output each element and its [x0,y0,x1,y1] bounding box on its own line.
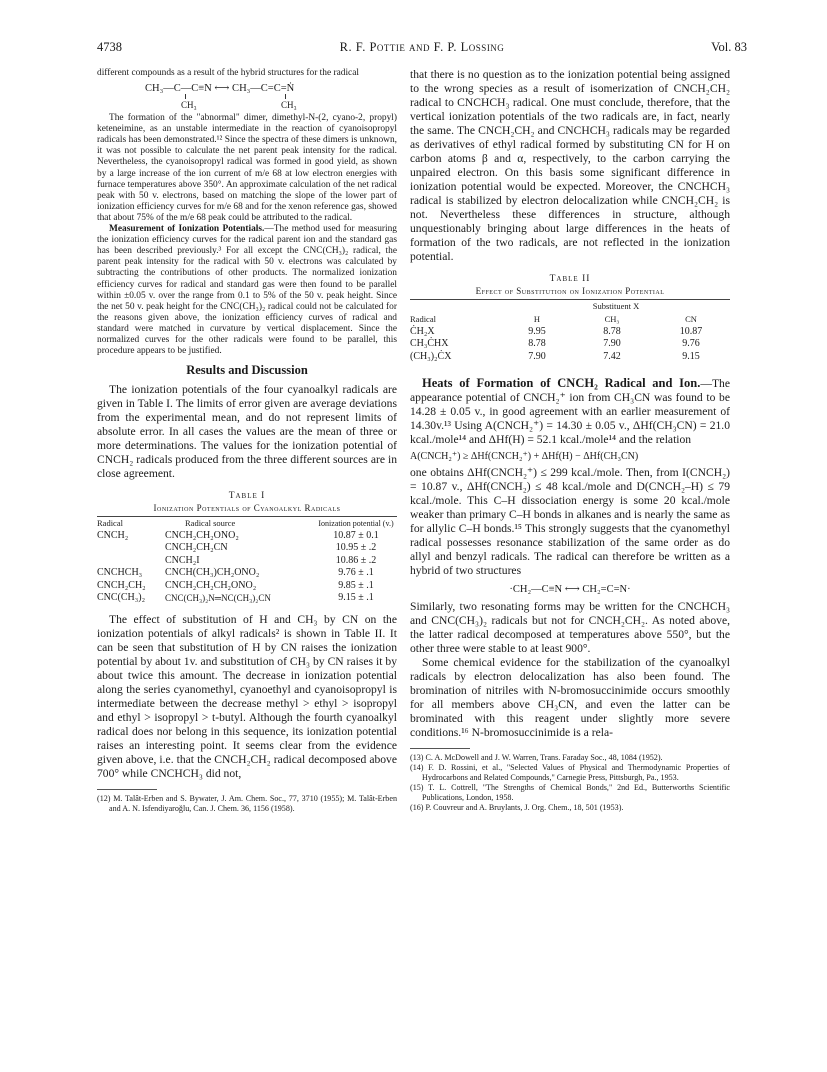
measurement-paragraph [97,224,397,357]
table-1 [97,491,397,605]
table-cell: ĊH₂X [410,325,435,337]
table-cell [97,555,165,568]
formula-substituent-2: CH₃ [281,100,297,111]
measurement-text: —The method used for measuring the ionization efficiency curves for the radical parent ion and the standard gas has been described previously.³ For all except the CNC(CH₃)₂ radical, the parent peak intensity for the radical with 50 v. electrons was calculated by subtracting the contributions of other products. The normalized ionization efficiency curves for radical and standard gas were then found to be parallel within ±0.05 v. over the range from 0.1 to 5% of the 50 v. peak height. Since the net 50 v. peak height for the CNC(CH₃)₂ radical could not be calculated for the reasons given above, the ionization efficiency curves of radical and standard were matched in curvature by vertical displacement. Since the normalized curves for the other radicals were found to be parallel, this procedure appears to be justified. [97,224,397,357]
table-2-header: Radical [410,313,436,324]
formula-line: CH₃—C—C≡N ⟷ CH₃—C=C=Ṅ [145,83,295,95]
footnote-13: (13) C. A. McDowell and J. W. Warren, Trans. Faraday Soc., 48, 1084 (1952). [410,752,663,762]
heats-text: —The appearance potential of CNCH₂⁺ ion from CH₃CN was found to be 14.28 ± 0.05 v., in good agreement with an earlier measurement of 14.30v.¹³ Using A(CNCH₂⁺) = 14.30 ± 0.05 v., ΔHf(CH₃CN) = 21.0 kcal./mole¹⁴ and ΔHf(H) = 52.1 kcal./mole¹⁴ and the relation [410,376,730,446]
footnote-12: (12) M. Talât-Erben and S. Bywater, J. Am. Chem. Soc., 77, 3710 (1955); M. Talât-Erben and A. N. Isfendiyaroğlu, Can. J. Chem. 36, 1156 (1958). [97,793,397,813]
table-cell [97,542,165,555]
table-cell: 9.15 ± .1 [338,592,374,604]
table-cell: 9.95 [528,325,546,337]
table-cell: CNCH₂CH₂CN [165,542,228,554]
table-cell: 7.42 [603,351,621,363]
dissociation-energy-paragraph: one obtains ΔHf(CNCH₂⁺) ≤ 299 kcal./mole. Then, from I(CNCH₂) = 10.87 v., ΔHf(CNCH₂) ≤ 48 kcal./mole and D(CNCH₂–H) ≤ 79 kcal./mole. This C–H dissociation energy is some 20 kcal./mole weaker than primary C–H bonds in alkanes and is nearly the same as for allylic C–H bonds.¹⁵ This strongly suggests that the cyanomethyl radical possesses resonance stabilization of the same order as do allyl and benzyl radicals. The radical can therefore be written as a hybrid of two structures [410,465,730,577]
table-cell: 9.76 [682,338,700,350]
table-cell: CNCHCH₃ [97,567,143,579]
heats-heading: Heats of Formation of CNCH₂ Radical and Ion. [422,375,701,390]
table-cell: CNC(CH₃)₂ [97,592,146,604]
appearance-potential-equation: A(CNCH₂⁺) ≥ ΔHf(CNCH₂⁺) + ΔHf(H) − ΔHf(CH₃CN) [410,450,639,462]
table-row [410,326,730,339]
footnote-14: (14) F. D. Rossini, et al., "Selected Values of Physical and Thermodynamic Properties of Hydrocarbons and Related Compounds," Carnegie Press, Pittsburgh, Pa., 1953. [410,762,730,782]
table-row [97,592,397,605]
left-column [97,68,397,814]
table-1-header: Radical [97,518,123,529]
table-2-grid [410,300,730,364]
table-1-label: Table I [228,491,266,502]
table-cell: 10.87 [679,325,703,337]
results-paragraph: The ionization potentials of the four cyanoalkyl radicals are given in Table I. The limits of error given are average deviations from the experimental mean, and do not represent limits of absolute error. In all cases the values are the mean of three or more determinations. The values for the ionization potential of CNCH₂ radicals produced from the three different sources are in close agreement. [97,383,397,481]
resonance-formula [145,83,397,111]
table-cell: CNCH₂CH₂ [97,579,146,591]
table-row [97,542,397,555]
table-row [410,338,730,351]
formula-substituent-1: CH₃ [181,100,197,111]
running-title: R. F. Pottie and F. P. Lossing [339,40,505,54]
table-2-header-row [410,313,730,326]
table-2-label: Table II [549,274,591,284]
table-row [97,530,397,543]
chemical-evidence-paragraph: Some chemical evidence for the stabilization of the cyanoalkyl radicals by electron delocalization has also been found. The bromination of nitriles with N-bromosuccinimide occurs smoothly for all members above CH₃CN, and even the latter can be brominated with this reagent under slightly more severe conditions.¹⁶ N-bromosuccinimide is a rela- [410,655,730,739]
table-1-header: Ionization potential (v.) [318,518,394,528]
right-column [410,68,730,813]
resonating-forms-paragraph: Similarly, two resonating forms may be written for the CNCHCH₃ and CNC(CH₃)₂ radicals but not for CNCH₂CH₂. As noted above, the latter radical decomposed at temperatures above 550°, but the other three were stable to at least 900°. [410,599,730,655]
table-cell: 9.76 ± .1 [338,567,374,579]
table-1-title: Ionization Potentials of Cyanoalkyl Radicals [153,503,341,514]
footnote-rule [410,748,470,749]
table-cell: CNC(CH₃)₂N═NC(CH₃)₂CN [165,593,271,604]
table-2-header: CN [685,313,697,324]
heats-of-formation-paragraph [410,376,730,447]
table-2-superheader: Substituent X [592,301,640,311]
page-header [97,40,747,56]
table-2-header: H [533,313,541,324]
table-row [97,567,397,580]
table-cell: 10.87 ± 0.1 [333,529,379,541]
table-cell: 9.15 [682,351,700,363]
table-cell: CNCH₂CH₂ONO₂ [165,529,239,541]
results-heading: Results and Discussion [186,363,308,378]
abnormal-dimer-paragraph: The formation of the "abnormal" dimer, dimethyl-N-(2, cyano-2, propyl) keteneimine, as an unstable intermediate in the reaction of cyanoisopropyl radicals has been demonstrated.¹² Since the spectra of these dimers is unknown, it was not possible to calculate the net parent peak intensity for the radical. Nevertheless, the cyanoisopropyl radical was formed in good yield, as shown by a large increase of the ion current of m/e 68 at low electron energies with furnace temperatures above 350°. An approximate calculation of the net radical peak with 50 v. electrons, based on matching the slope of the lower part of ionization efficiency curves for m/e 68 and for the xenon reference gas, showed that about 75% of the m/e 68 peak could be attributed to the radical. [97,113,397,223]
volume-label: Vol. 83 [711,40,747,54]
table-2-header: CH₃ [604,313,620,324]
table-cell: CNCH(CH₃)CH₂ONO₂ [165,567,260,579]
footnote-16: (16) P. Couvreur and A. Bruylants, J. Org. Chem., 18, 501 (1953). [410,802,624,812]
table-cell: (CH₃)₂ĊX [410,351,452,363]
table-1-header-row [97,517,397,530]
measurement-heading: Measurement of Ionization Potentials. [109,224,265,235]
table-cell: CH₃ĊHX [410,338,449,350]
table-cell: CNCH₂CH₂CH₂ONO₂ [165,579,257,591]
isomerization-paragraph: that there is no question as to the ionization potential being assigned to the wrong species as a result of isomerization of CNCH₂CH₂ radical to CNCHCH₃ radical. One must conclude, therefore, that the vertical ionization potentials of the two radicals are, in fact, nearly the same. The CNCH₂CH₂ and CNCHCH₃ radicals may be regarded as derivatives of ethyl radical formed by substituting CN for H on carbon atoms β and α, respectively, to the carbon carrying the unpaired electron. On this basis some significant difference in ionization potential would be expected. Moreover, the CNCHCH₃ radical is stabilized by electron delocalization while CNCH₂CH₂ is not. Nevertheless these differences in structure, although unquestionably bringing about large differences in the heats of formation of the two radicals, are not reflected in the ionization potential. [410,68,730,263]
intro-text: different compounds as a result of the hybrid structures for the radical [97,68,359,78]
table-2-superheader-row [410,300,730,313]
table-2-title: Effect of Substitution on Ionization Potential [475,286,665,296]
table-cell: CNCH₂ [97,529,129,541]
table-2 [410,274,730,364]
page-number: 4738 [97,40,122,54]
footnote-15: (15) T. L. Cottrell, "The Strengths of Chemical Bonds," 2nd Ed., Butterworths Scientific Publications, London, 1958. [410,782,730,802]
table-cell: CNCH₂I [165,554,200,566]
table-row [97,580,397,593]
table-1-grid [97,517,397,605]
table-row [97,555,397,568]
table-cell: 8.78 [603,325,621,337]
table-cell: 7.90 [528,351,546,363]
table-1-header: Radical source [185,518,236,529]
hybrid-structure-formula: ·CH₂—C≡N ⟷ CH₂=C=N· [509,583,631,595]
substitution-effect-paragraph: The effect of substitution of H and CH₃ by CN on the ionization potentials of alkyl radicals² is shown in Table II. It can be seen that substitution of H by CN raises the ionization potential by about 1v. and substitution of CH₃ by CN raises it by about twice this amount. The decrease in ionization potential along the series cyanomethyl, cyanoethyl and cyanoisopropyl is intermediate between the decrease methyl > ethyl > isopropyl and ethyl > isopropyl > t-butyl. Although the fourth cyanoalkyl radical does nor belong in this sequence, its ionization potential raises an interesting point. It seems clear from the evidence given above, i.e. that the CNCH₂CH₂ radical decomposed above 700° while CNCHCH₃ did not, [97,612,397,780]
table-cell: 8.78 [528,338,546,350]
table-row [410,351,730,364]
table-cell: 9.85 ± .1 [338,579,374,591]
table-cell: 7.90 [603,338,621,350]
footnote-rule [97,789,157,790]
table-cell: 10.86 ± .2 [335,554,377,566]
table-cell: 10.95 ± .2 [335,542,377,554]
